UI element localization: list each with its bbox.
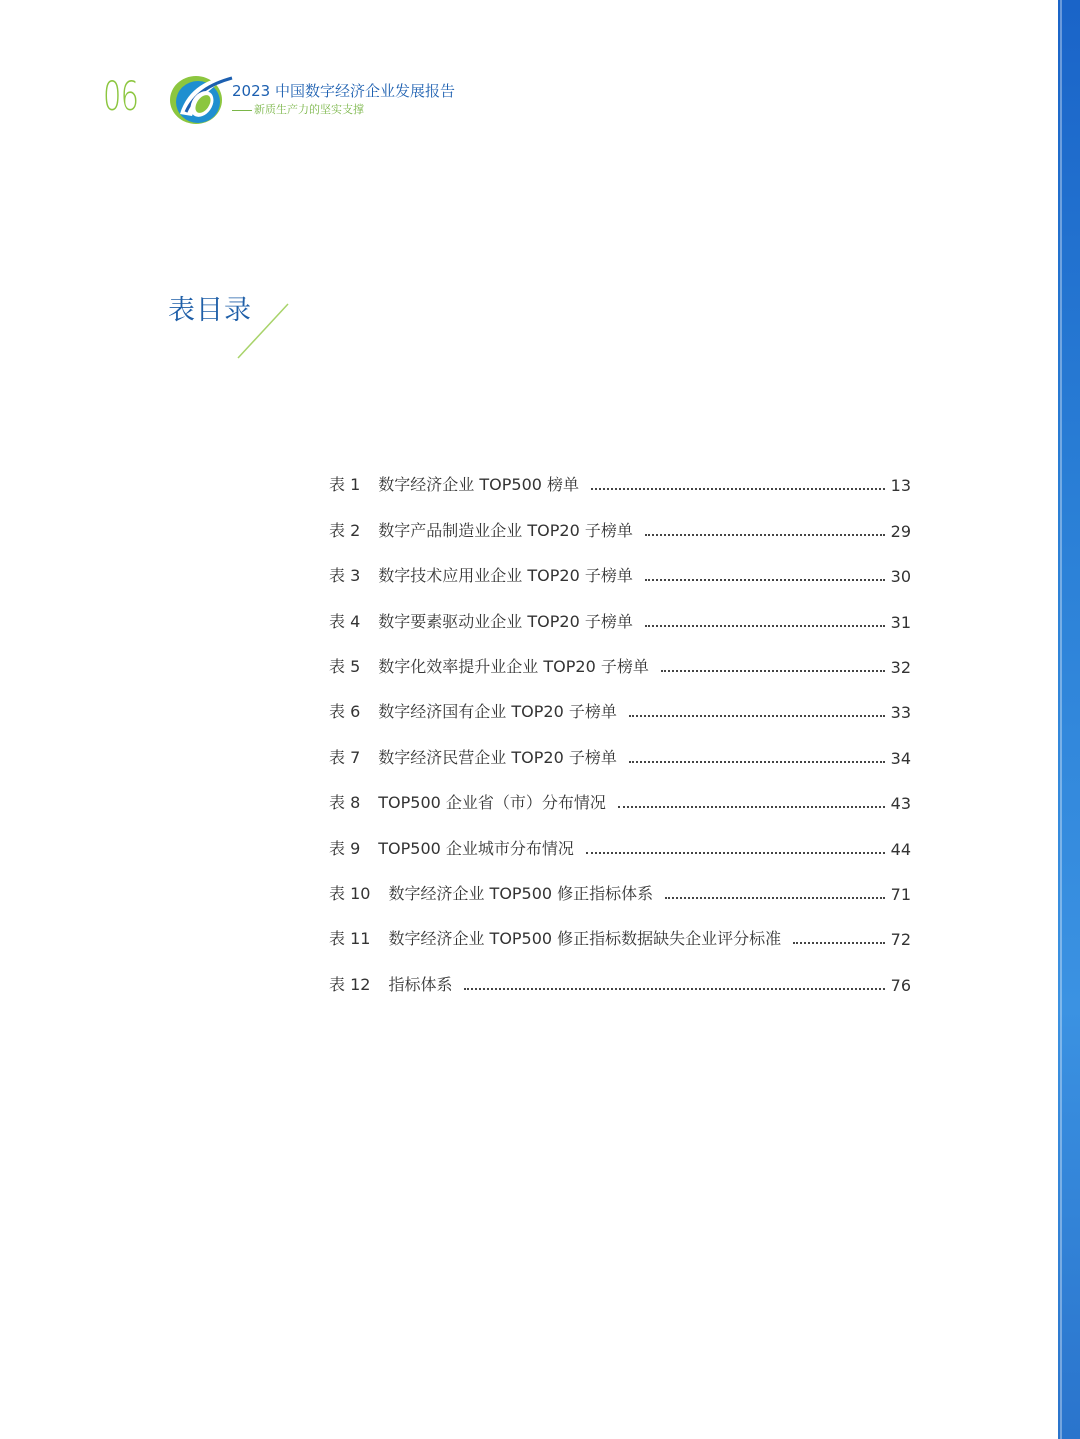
- toc-entry-title: 数字经济国有企业 TOP20 子榜单: [378, 702, 617, 722]
- page-number: 06: [103, 74, 139, 120]
- toc-entry-leader-dots: [618, 806, 885, 808]
- toc-entry[interactable]: [329, 813, 911, 858]
- toc-entry-page: 71: [890, 884, 911, 904]
- toc-entry-number: 表 9: [329, 838, 361, 858]
- toc-entry-number: 表 6: [329, 702, 361, 722]
- toc-entry-leader-dots: [629, 715, 885, 717]
- toc-entry-leader-dots: [464, 988, 884, 990]
- toc-entry-page: 34: [890, 748, 911, 768]
- report-subtitle: [232, 101, 364, 117]
- report-title: 2023 中国数字经济企业发展报告: [232, 82, 455, 100]
- toc-entry-number: 表 7: [329, 747, 361, 767]
- toc-entry-title: 指标体系: [388, 974, 453, 994]
- toc-entry-number: 表 8: [329, 793, 361, 813]
- toc-entry-leader-dots: [793, 942, 884, 944]
- heading-slash-decoration: [236, 302, 292, 360]
- subtitle-dash: [232, 110, 252, 111]
- toc-entry-leader-dots: [629, 761, 885, 763]
- toc-entry-leader-dots: [645, 625, 885, 627]
- toc-entry-leader-dots: [586, 852, 885, 854]
- toc-entry-title: 数字要素驱动业企业 TOP20 子榜单: [378, 611, 633, 631]
- toc-entry[interactable]: [329, 632, 911, 677]
- toc-entry-leader-dots: [591, 488, 885, 490]
- toc-entry-number: 表 4: [329, 611, 361, 631]
- side-decoration-bar: [1058, 0, 1080, 1439]
- toc-entry-page: 32: [890, 657, 911, 677]
- toc-entry[interactable]: [329, 586, 911, 631]
- section-heading: 表目录: [168, 295, 252, 326]
- toc-entry-number: 表 12: [329, 974, 371, 994]
- toc-entry[interactable]: [329, 677, 911, 722]
- toc-entry-title: 数字经济企业 TOP500 修正指标体系: [388, 883, 654, 903]
- report-subtitle-text: 新质生产力的坚实支撑: [254, 103, 364, 116]
- toc-entry[interactable]: [329, 949, 911, 994]
- toc-entry-page: 31: [890, 612, 911, 632]
- toc-entry-number: 表 5: [329, 656, 361, 676]
- toc-entry[interactable]: [329, 495, 911, 540]
- toc-entry-leader-dots: [645, 579, 885, 581]
- toc-entry-page: 44: [890, 839, 911, 859]
- toc-entry[interactable]: [329, 768, 911, 813]
- toc-entry-number: 表 10: [329, 883, 371, 903]
- toc-entry-page: 76: [890, 975, 911, 995]
- toc-entry-number: 表 2: [329, 520, 361, 540]
- toc-entry-title: 数字经济企业 TOP500 榜单: [378, 475, 580, 495]
- toc-entry[interactable]: [329, 859, 911, 904]
- toc-entry-leader-dots: [665, 897, 884, 899]
- toc-entry-page: 29: [890, 521, 911, 541]
- report-logo-icon: [166, 68, 238, 126]
- toc-entry-title: TOP500 企业省（市）分布情况: [378, 793, 606, 813]
- toc-entry-leader-dots: [645, 534, 885, 536]
- toc-entry-number: 表 11: [329, 929, 371, 949]
- toc-entry-page: 13: [890, 476, 911, 496]
- toc-entry[interactable]: [329, 722, 911, 767]
- toc-entry[interactable]: [329, 450, 911, 495]
- table-of-contents: [329, 450, 911, 995]
- toc-entry-title: 数字技术应用业企业 TOP20 子榜单: [378, 566, 633, 586]
- toc-entry[interactable]: [329, 541, 911, 586]
- toc-entry-leader-dots: [661, 670, 885, 672]
- toc-entry[interactable]: [329, 904, 911, 949]
- toc-entry-page: 43: [890, 794, 911, 814]
- toc-entry-page: 33: [890, 703, 911, 723]
- toc-entry-number: 表 1: [329, 475, 361, 495]
- toc-entry-title: 数字化效率提升业企业 TOP20 子榜单: [378, 656, 649, 676]
- toc-entry-title: 数字经济民营企业 TOP20 子榜单: [378, 747, 617, 767]
- toc-entry-number: 表 3: [329, 566, 361, 586]
- toc-entry-title: TOP500 企业城市分布情况: [378, 838, 574, 858]
- toc-entry-title: 数字产品制造业企业 TOP20 子榜单: [378, 520, 633, 540]
- toc-entry-page: 30: [890, 567, 911, 587]
- toc-entry-page: 72: [890, 930, 911, 950]
- toc-entry-title: 数字经济企业 TOP500 修正指标数据缺失企业评分标准: [388, 929, 782, 949]
